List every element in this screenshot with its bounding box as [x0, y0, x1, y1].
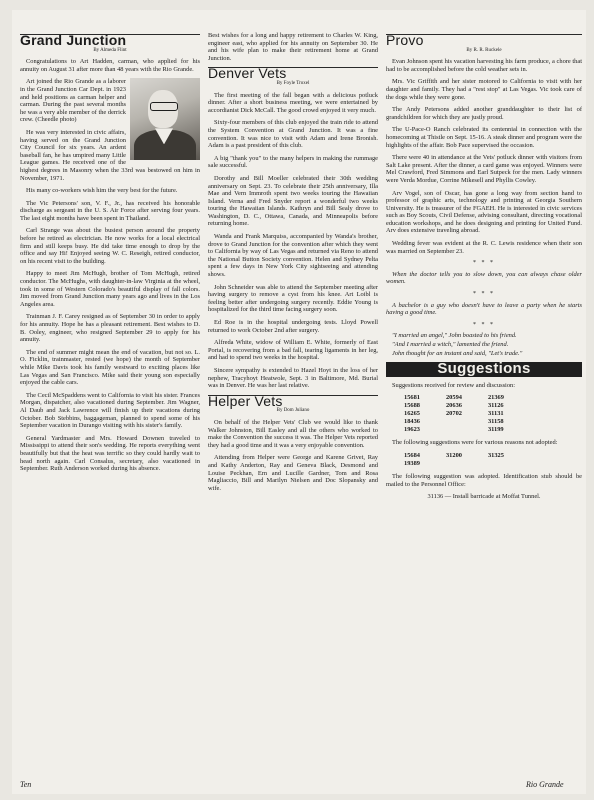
- paragraph: Art joined the Rio Grande as a laborer in the Grand Junction Car Dept. in 1923 and held positions as carman helper and carman. During the past several months he was a very able member of the derrick crew. (Cheedle photo): [20, 78, 126, 124]
- not-adopted-table: 15684 31200 31325 19389: [404, 451, 504, 467]
- heading-denver-vets: Denver Vets: [208, 65, 287, 82]
- paragraph: The following suggestions were for various reasons not adopted:: [392, 439, 558, 447]
- paragraph: A big "thank you" to the many helpers in making the rummage sale successful.: [208, 154, 378, 170]
- paragraph: Dorothy and Bill Moeller celebrated their 30th wedding anniversary on Sept. 23. To celebrate their 25th anniversary, Illa Mae and Vern Immroth spent two weeks touring the Hawaiian Island. Verna and Fred Snyder report a wonderful two weeks touring the Hawaiian Islands. Kathryn and Bill Sealy drove to Washington, D. C., Ottawa, Canada, and Minneapolis before returning home.: [208, 174, 378, 228]
- paragraph: The Cecil McSpaddens went to California to visit his sister. Frances Morgan, dispatcher, also vacationed during September. Jim Wagner, Al Daub and Jack Lawrence will finish up their vacations during October. Bob Stebbins, baggageman, planned to spend some of his September vacation in Durango visiting with his sister's family.: [20, 391, 200, 430]
- paragraph: Congratulations to Art Hadden, carman, who applied for his annuity on August 31 after more than 48 years with the Rio Grande.: [20, 58, 200, 73]
- joke-block: [386, 332, 582, 357]
- paragraph: The Andy Petersons added another granddaughter to their list of grandchildren for which they are justly proud.: [386, 106, 582, 121]
- paragraph: The Vic Petersons' son, V. F., Jr., has received his honorable discharge as sergeant in the U. S. Air Force after serving four years. The last eight months have been spent in Thailand.: [20, 199, 200, 222]
- byline: By Foyle Troxel: [276, 80, 310, 86]
- joke-text: When the doctor tells you to slow down, you can always chase older women.: [386, 270, 582, 286]
- separator-stars: * * *: [473, 291, 495, 298]
- paragraph: His many co-workers wish him the very best for the future.: [26, 187, 178, 195]
- paragraph: Trainman J. F. Carey resigned as of September 30 in order to apply for his annuity. Hope he has a pleasant retirement. Best wishes to D. B. Ooley, engineer, who resigned September 29 to apply for his annuity.: [20, 313, 200, 344]
- paragraph: General Yardmaster and Mrs. Howard Downen traveled to Mississippi to attend their son's wedding. He reports everything went beautifully but that the heat was terrific so they could hardly wait to head north again. Carl Consalus, secretary, also vacationed in September. Ruth Anderson worked during his absence.: [20, 434, 200, 473]
- paragraph: Sincere sympathy is extended to Hazel Hoyt in the loss of her nephew, Tracyhoyt Heatwole, Sept. 3 in Baltimore, Md. Burial was in Denver. He was her last relative.: [208, 366, 378, 390]
- paragraph: Sixty-four members of this club enjoyed the train ride to attend the System Convention at Grand Junction. It was a fine convention. It was nice to visit with Adam and Irene Bronish. Adam is a past president of this club.: [208, 119, 378, 150]
- byline: By R. R. Ruckele: [466, 47, 502, 53]
- byline: By Dom Juliano: [276, 408, 310, 414]
- magazine-page: [12, 10, 586, 794]
- paragraph: Arv Vogel, son of Oscar, has gone a long way from section hand to professor of graphic arts, technology and printing at Georgia Southern University. He is treasurer of the FGAEH. He is interested in civic services such as Boy Scouts, Civil Defense, advising consultant, directing vocational education workshops, and he does designing and printing for United Fund. Arv does extensive traveling abroad.: [386, 189, 582, 235]
- joke-text: A bachelor is a guy who doesn't have to leave a party when he starts having a good time.: [386, 301, 582, 317]
- paragraph: The following suggestion was adopted. Identification stub should be mailed to the Personnel Office:: [386, 472, 582, 488]
- paragraph: Wanda and Frank Marquiss, accompanied by Wanda's brother, drove to Grand Junction for the convention after which they went to California by way of Las Vegas and returned via Reno to attend the National Button Society convention. Helen and Sydney Pelta spent a few days in New York City sightseeing and attending shows.: [208, 233, 378, 279]
- paragraph: The U-Pace-O Ranch celebrated its centennial in connection with the homecoming at Thistle on Sept. 15-16. A steak dinner and program were the highlights of the affair. Bob Pace supervised the occasion.: [386, 126, 582, 149]
- separator-stars: * * *: [473, 260, 495, 267]
- portrait-photo: [130, 78, 200, 160]
- paragraph: Happy to meet Jim McHugh, brother of Tom McHugh, retired conductor. The McHughs, with daughter-in-law Virginia at the wheel, took in some of Western Colorado's beautiful display of fall colors. Jim moved from Grand Junction many years ago and lives in the Los Angeles area.: [20, 270, 200, 308]
- paragraph: Wedding fever was evident at the R. C. Lewis residence when their son was married on September 23.: [386, 240, 582, 255]
- paragraph: Best wishes for a long and happy retirement to Charles W. King, engineer east, who applied for his annuity on September 30. He and his wife plan to make their retirement home at Grand Junction.: [208, 32, 378, 62]
- paragraph: The end of summer might mean the end of vacation, but not so. L. O. Ficklin, trainmaster, rested (we hope) the month of September while Mike Davis took his family westward to exciting places like Las Vegas and San Francisco. Mike said their young son especially enjoyed the cable cars.: [20, 348, 200, 387]
- suggestions-banner: Suggestions: [386, 362, 582, 377]
- heading-provo: Provo: [386, 32, 424, 48]
- paragraph: Mrs. Vic Griffith and her sister motored to California to visit with her daughter and family. They had a "rest stop" at Las Vegas. Vic took care of the dogs while they were gone.: [386, 78, 582, 101]
- joke-text: John thought for an instant and said, "Let's trade.": [392, 349, 523, 357]
- heading-helper-vets: Helper Vets: [208, 392, 283, 409]
- column-grand-junction: [20, 32, 200, 478]
- paragraph: Carl Strange was about the busiest person around the property before he retired as electrician. He now works for a local electrical firm and still keeps busy. He did take time enough to drop by the office and say Hi! Enjoyed seeing W. C. Reseigh, retired conductor, on his recent visit to the building.: [20, 227, 200, 265]
- paragraph: John Schneider was able to attend the September meeting after having surgery to remove a cyst from his knee. Art Loibl is feeling better after undergoing surgery recently. Eddie Young is hospitalized for the third time facing surgery soon.: [208, 283, 378, 314]
- joke-text: "I married an angel," John boasted to his friend.: [392, 332, 517, 340]
- joke-text: "And I married a witch," lamented the friend.: [392, 341, 509, 348]
- paragraph: He was very interested in civic affairs, having served on the Grand Junction City Council for six years. An ardent baseball fan, he has umpired many Little League games. He received one of the highest degrees in Masonry when the 33rd was bestowed on him in November, 1971.: [20, 128, 200, 182]
- paragraph: Evan Johnson spent his vacation harvesting his farm produce, a chore that had to be accomplished before the cold weather sets in.: [386, 58, 582, 73]
- column-denver-helper: [208, 32, 378, 497]
- paragraph: Attending from Helper were George and Karene Grivet, Ray and Kathy Anderton, Ray and Geneva Black, Desmond and Louise Peckhan, Ern and Lucille Gardner, Tom and Rosa Magliaccio, Bill and Marilyn Nielsen and Doc Slopansky and wife.: [208, 454, 378, 492]
- paragraph: Alfreda White, widow of William E. White, formerly of East Portal, is recovering from a bad fall, tearing ligaments in her leg, and had to spend two weeks in the hospital.: [208, 339, 378, 362]
- adopted-suggestion: 31136 — Install barricade at Moffat Tunnel.: [427, 493, 541, 501]
- page-number: Ten: [20, 780, 32, 789]
- joke-block: [386, 271, 582, 286]
- byline: By Almeda Flint: [93, 47, 127, 53]
- joke-block: [386, 302, 582, 317]
- column-provo-suggestions: [386, 32, 582, 506]
- paragraph: The first meeting of the fall began with a delicious potluck dinner. After a short business meeting, we were entertained by accordianist Dick McCall. The good crowd enjoyed it very much.: [208, 91, 378, 114]
- paragraph: Ed Roe is in the hospital undergoing tests. Lloyd Powell returned to work October 2nd after surgery.: [208, 319, 378, 334]
- heading-grand-junction: Grand Junction: [20, 32, 127, 48]
- paragraph: Suggestions received for review and discussion:: [392, 381, 515, 389]
- publication-name: Rio Grande: [526, 780, 564, 789]
- received-suggestions-table: 15681 20594 21369 15688 20636 31126 16265 20702 31131 18436 31158 19623 31199: [404, 394, 504, 434]
- separator-stars: * * *: [473, 321, 495, 328]
- paragraph: There were 40 in attendance at the Vets' potluck dinner with visitors from Salt Lake present. After the dinner, a card game was enjoyed. Winners were Mel Crawford, Fred Simmons and Earl Sutpeck for the men. Lady winners were Verda Mordue, Corrine Mikesell and Phyllis Cowley.: [386, 154, 582, 184]
- paragraph: On behalf of the Helper Vets' Club we would like to thank Walker Johnston, Bill Easley and all the others who worked to make the Convention the success it was. The Helper Vets reported they had a good time and it was a very enjoyable convention.: [208, 418, 378, 449]
